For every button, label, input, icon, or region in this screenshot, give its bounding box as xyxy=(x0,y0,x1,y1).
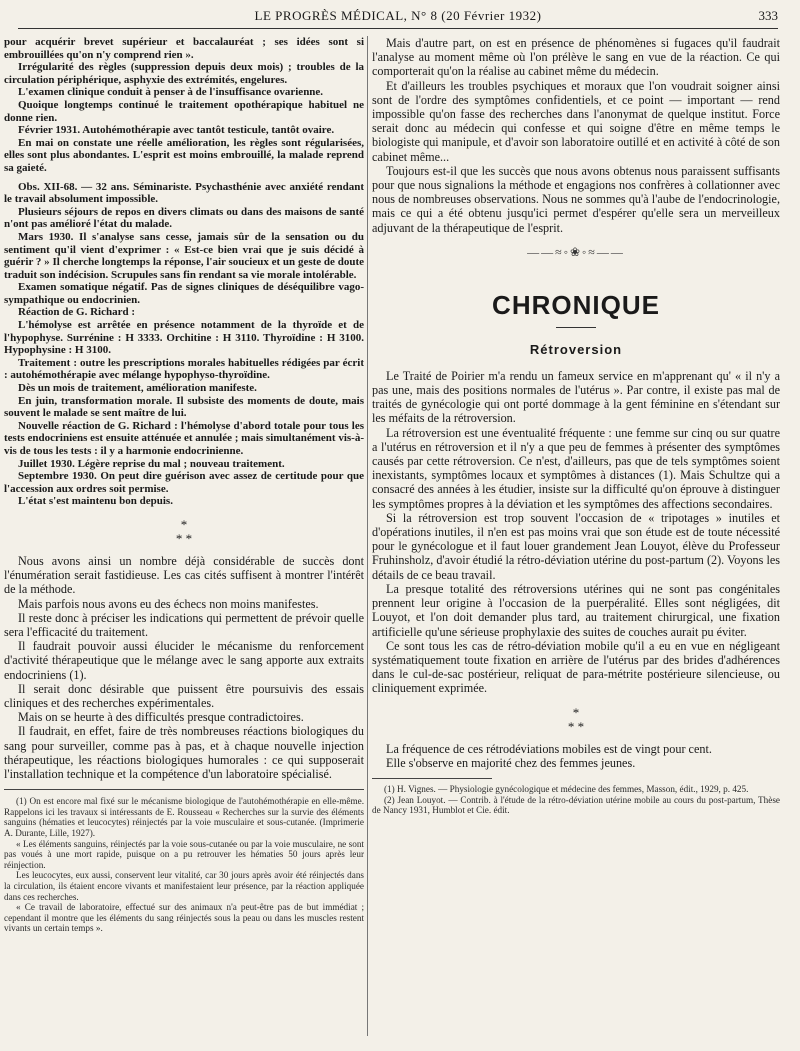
ornament-divider: ——≈◦❀◦≈—— xyxy=(527,244,625,259)
observation-heading: Obs. XII-68. — 32 ans. Séminariste. Psychasthénie avec anxiété rendant le travail absolument impossible. xyxy=(4,180,364,206)
column-divider xyxy=(367,36,368,1036)
footnotes-right xyxy=(372,784,780,816)
body-paragraph: Mais parfois nous avons eu des échecs non moins manifestes. xyxy=(18,596,319,611)
article-title: Rétroversion xyxy=(529,341,623,357)
article-paragraph: Le Traité de Poirier m'a rendu un fameux service en m'apprenant qu' « il n'y a pas une, mais des positions normales de l'utérus ». Par contre, il existe pas mal de traités de gynécologie qui ont porté dommage à la gent féminine en s'étendant sur les méfaits de la rétroversion. xyxy=(372,368,780,426)
case-paragraph: Mars 1930. Il s'analyse sans cesse, jamais sûr de la sensation ou du sentiment qu'il vient d'exprimer : « Est-ce bien vrai que je suis décidé à guérir ? » Il cherche longtemps la réponse, l'air soucieux et un geste de doute traduit son indécision. Scrupules sans fin rendant sa vie morale intolérable. xyxy=(4,230,364,281)
star-top: * xyxy=(572,704,580,720)
conclusion-text xyxy=(372,36,780,235)
article-body xyxy=(372,369,780,696)
case-paragraph: Examen somatique négatif. Pas de signes cliniques de déséquilibre vago-sympathique ou endocrinien. xyxy=(4,281,364,306)
left-column xyxy=(4,36,364,934)
right-column xyxy=(372,36,780,816)
article-closing xyxy=(372,742,780,770)
article-paragraph: Elle s'observe en majorité chez des femmes jeunes. xyxy=(386,755,636,770)
running-header xyxy=(18,6,778,29)
section-separator-stars xyxy=(372,706,780,734)
footnote: Les leucocytes, eux aussi, conservent leur vitalité, car 30 jours après avoir été réinjectés dans la circulation, ils étaient encore vivants et manifestaient leur présence, par la réaction appliquée dans ces recherches. xyxy=(4,870,364,902)
article-paragraph: Ce sont tous les cas de rétro-déviation mobile qu'il a eu en vue en négligeant systématiquement toute fixation en arrière de l'utérus par des brides d'adhérences dans le cul-de-sac postérieur, reliquat de para-métrite postérieure silencieuse, ou cliniquement exprimée. xyxy=(372,638,780,696)
case-paragraph: Dès un mois de traitement, amélioration manifeste. xyxy=(18,382,257,395)
body-paragraph: Toujours est-il que les succès que nous avons obtenus nous paraissent suffisants pour que nous signalions la méthode et engagions nos confrères à collationner avec nous de nombreuses observations. Nous ne sommes qu'à l'aube de l'endocrinologie, mais ce qui a été obtenu jusqu'ici permet d'espérer qu'elle sera un merveilleux adjuvant de la thérapeutique de l'esprit. xyxy=(372,163,780,235)
footnote-rule xyxy=(4,789,364,790)
footnote: (1) On est encore mal fixé sur le mécanisme biologique de l'autohémothérapie en elle-même. Rappelons ici les travaux si intéressants de E. Rousseau « Recherches sur la survie des éléments sanguins (hématies et leucocytes) réinjectés par la voie musculaire et sous-cutanée. (Imprimerie A. Durante, Lille, 1927). xyxy=(4,796,364,838)
case-paragraph: Février 1931. Autohémothérapie avec tantôt testicule, tantôt ovaire. xyxy=(18,124,335,137)
case-paragraph: Septembre 1930. On peut dire guérison avec assez de certitude pour que l'accession aux ordres soit permise. xyxy=(4,470,364,495)
case-paragraph: Traitement : outre les prescriptions morales habituelles rédigées par écrit : autohémothérapie avec mélange hypophyso-thyroïdine. xyxy=(4,356,364,382)
discussion-text xyxy=(4,554,364,781)
section-separator-stars xyxy=(4,518,364,546)
footnote: « Les éléments sanguins, réinjectés par la voie sous-cutanée ou par la voie musculaire, ne sont pas voués à une mort rapide, puisque on a pu retrouver les hématies 50 jours après leur réinjection. xyxy=(4,838,364,870)
case-paragraph: Plusieurs séjours de repos en divers climats ou dans des maisons de santé n'ont pas amélioré l'état du malade. xyxy=(4,205,364,231)
case-paragraph: En mai on constate une réelle amélioration, les règles sont régularisées, elles sont plus abondantes. L'esprit est moins embrouillé, la malade reprend sa gaieté. xyxy=(4,136,364,174)
case-report xyxy=(4,36,364,508)
article-paragraph: La presque totalité des rétroversions utérines qui ne sont pas congénitales prennent leur origine à l'occasion de la puerpéralité. Elles sont négligées, dit Louyot, et l'on doit demander plus tard, au traitement chirurgical, une fixation artificielle qu'une sérieuse prophylaxie des suites de couches aurait pu éviter. xyxy=(372,581,780,639)
case-paragraph: En juin, transformation morale. Il subsiste des moments de doute, mais souvent le malade se sent maître de lui. xyxy=(4,394,364,420)
body-paragraph: Il faudrait, en effet, faire de très nombreuses réactions biologiques du sang pour surveiller, comme pas à pas, et à chaque nouvelle injection thérapeutique, les réactions biologiques humorales : ce qui supposerait l'installation technique et la compétence d'un laboratoire spécialisé. xyxy=(4,724,364,782)
star-top: * xyxy=(180,516,188,532)
running-title: LE PROGRÈS MÉDICAL, N° 8 (20 Février 1932) xyxy=(254,8,542,23)
article-paragraph: Si la rétroversion est trop souvent l'occasion de « tripotages » inutiles et d'opérations inutiles, il n'en est pas moins vrai que son étude est de toute nécessité pour le gynécologue et il faut louer grandement Jean Louyot, élève du Professeur Fruhinsholz, d'avoir étudié la rétro-déviation utérine du post-partum (2). Voyons les détails de ce beau travail. xyxy=(372,510,780,582)
case-paragraph: L'état s'est maintenu bon depuis. xyxy=(18,495,173,508)
article-paragraph: La rétroversion est une éventualité fréquente : une femme sur cinq ou sur quatre a l'utérus en rétroversion et il n'y a que peu de femmes à présenter des symptômes causés par cette rétroversion. Ce n'est, d'ailleurs, pas que de tels symptômes soient inexistants, symptômes locaux et symptômes à distances (1). Mais Schultze qui a consacré des années à les étudier, insiste sur la difficulté qu'on éprouve à distinguer les symptômes propres à la déviation et les symptômes des affections secondaires. xyxy=(372,425,780,511)
heading-underline xyxy=(556,327,596,328)
footnote: « Ce travail de laboratoire, effectué sur des animaux n'a peut-être pas de but immédiat ; cependant il montre que les éléments du sang réinjectés sous la peau ou dans les muscles restent vivants un certain temps ». xyxy=(4,902,364,934)
body-paragraph: Mais on se heurte à des difficultés presque contradictoires. xyxy=(18,710,304,725)
case-paragraph: Juillet 1930. Légère reprise du mal ; nouveau traitement. xyxy=(18,457,285,470)
case-paragraph: L'hémolyse est arrêtée en présence notamment de la thyroïde et de l'hypophyse. Surrénine : H 3333. Orchitine : H 3110. Thyroïdine : H 3100. Hypophysine : H 3100. xyxy=(4,319,364,357)
case-paragraph: Réaction de G. Richard : xyxy=(18,306,136,319)
section-heading: CHRONIQUE xyxy=(492,289,660,320)
footnote: (1) H. Vignes. — Physiologie gynécologique et médecine des femmes, Masson, édit., 1929, p. 425. xyxy=(384,783,749,794)
body-paragraph: Mais d'autre part, on est en présence de phénomènes si fugaces qu'il faudrait l'analyse au moment même où l'on prélève le sang en vue de la réaction. Ce qui comporterait qu'on la réalise au cabinet même du médecin. xyxy=(372,36,780,79)
case-paragraph: L'examen clinique conduit à penser à de l'insuffisance ovarienne. xyxy=(18,86,324,99)
article-paragraph: La fréquence de ces rétrodéviations mobiles est de vingt pour cent. xyxy=(386,741,712,756)
body-paragraph: Il reste donc à préciser les indications qui permettent de prévoir quelle sera l'efficacité du traitement. xyxy=(4,610,364,639)
star-bottom: * * xyxy=(567,718,585,734)
case-paragraph: Nouvelle réaction de G. Richard : l'hémolyse d'abord totale pour tous les tests endocriniens est ensuite atténuée et annulée ; mais simultanément vis-à-vis de tous les tests : il y a harmonie endocrinienne. xyxy=(4,419,364,457)
case-paragraph: Irrégularité des règles (suppression depuis deux mois) ; troubles de la circulation périphérique, asphyxie des extrémités, engelures. xyxy=(4,61,364,86)
footnotes-left xyxy=(4,796,364,934)
body-paragraph: Nous avons ainsi un nombre déjà considérable de succès dont l'énumération serait fastidieuse. Les cas cités suffisent à montrer l'intérêt de la méthode. xyxy=(4,553,364,597)
page-number: 333 xyxy=(758,8,778,23)
body-paragraph: Il serait donc désirable que puissent être poursuivis des essais cliniques et des recherches expérimentales. xyxy=(4,681,364,710)
star-bottom: * * xyxy=(175,530,193,546)
case-paragraph: Quoique longtemps continué le traitement opothérapique habituel ne donne rien. xyxy=(4,98,364,124)
footnote-rule xyxy=(372,778,492,779)
body-paragraph: Il faudrait pouvoir aussi élucider le mécanisme du renforcement d'activité thérapeutique que le mélange avec le sang apporte aux extraits endocriniens (1). xyxy=(4,639,364,682)
case-paragraph: pour acquérir brevet supérieur et baccalauréat ; ses idées sont si embrouillées qu'on n'y comprend rien ». xyxy=(4,36,364,61)
body-paragraph: Et d'ailleurs les troubles psychiques et moraux que l'on voudrait soigner ainsi sont de l'ordre des symptômes confidentiels, et ce point — important — rend impossible qu'on fasse des recherches dans l'anonymat de quelque institut. Force serait donc au médecin qui confesse et qui soigne d'être en même temps le biologiste qui manipule, et d'avoir son laboratoire outillé et en activité à côté de son cabinet même... xyxy=(372,78,780,164)
footnote: (2) Jean Louyot. — Contrib. à l'étude de la rétro-déviation utérine mobile au cours du post-partum, Thèse de Nancy 1931, Humblot et Cie. édit. xyxy=(372,794,780,816)
